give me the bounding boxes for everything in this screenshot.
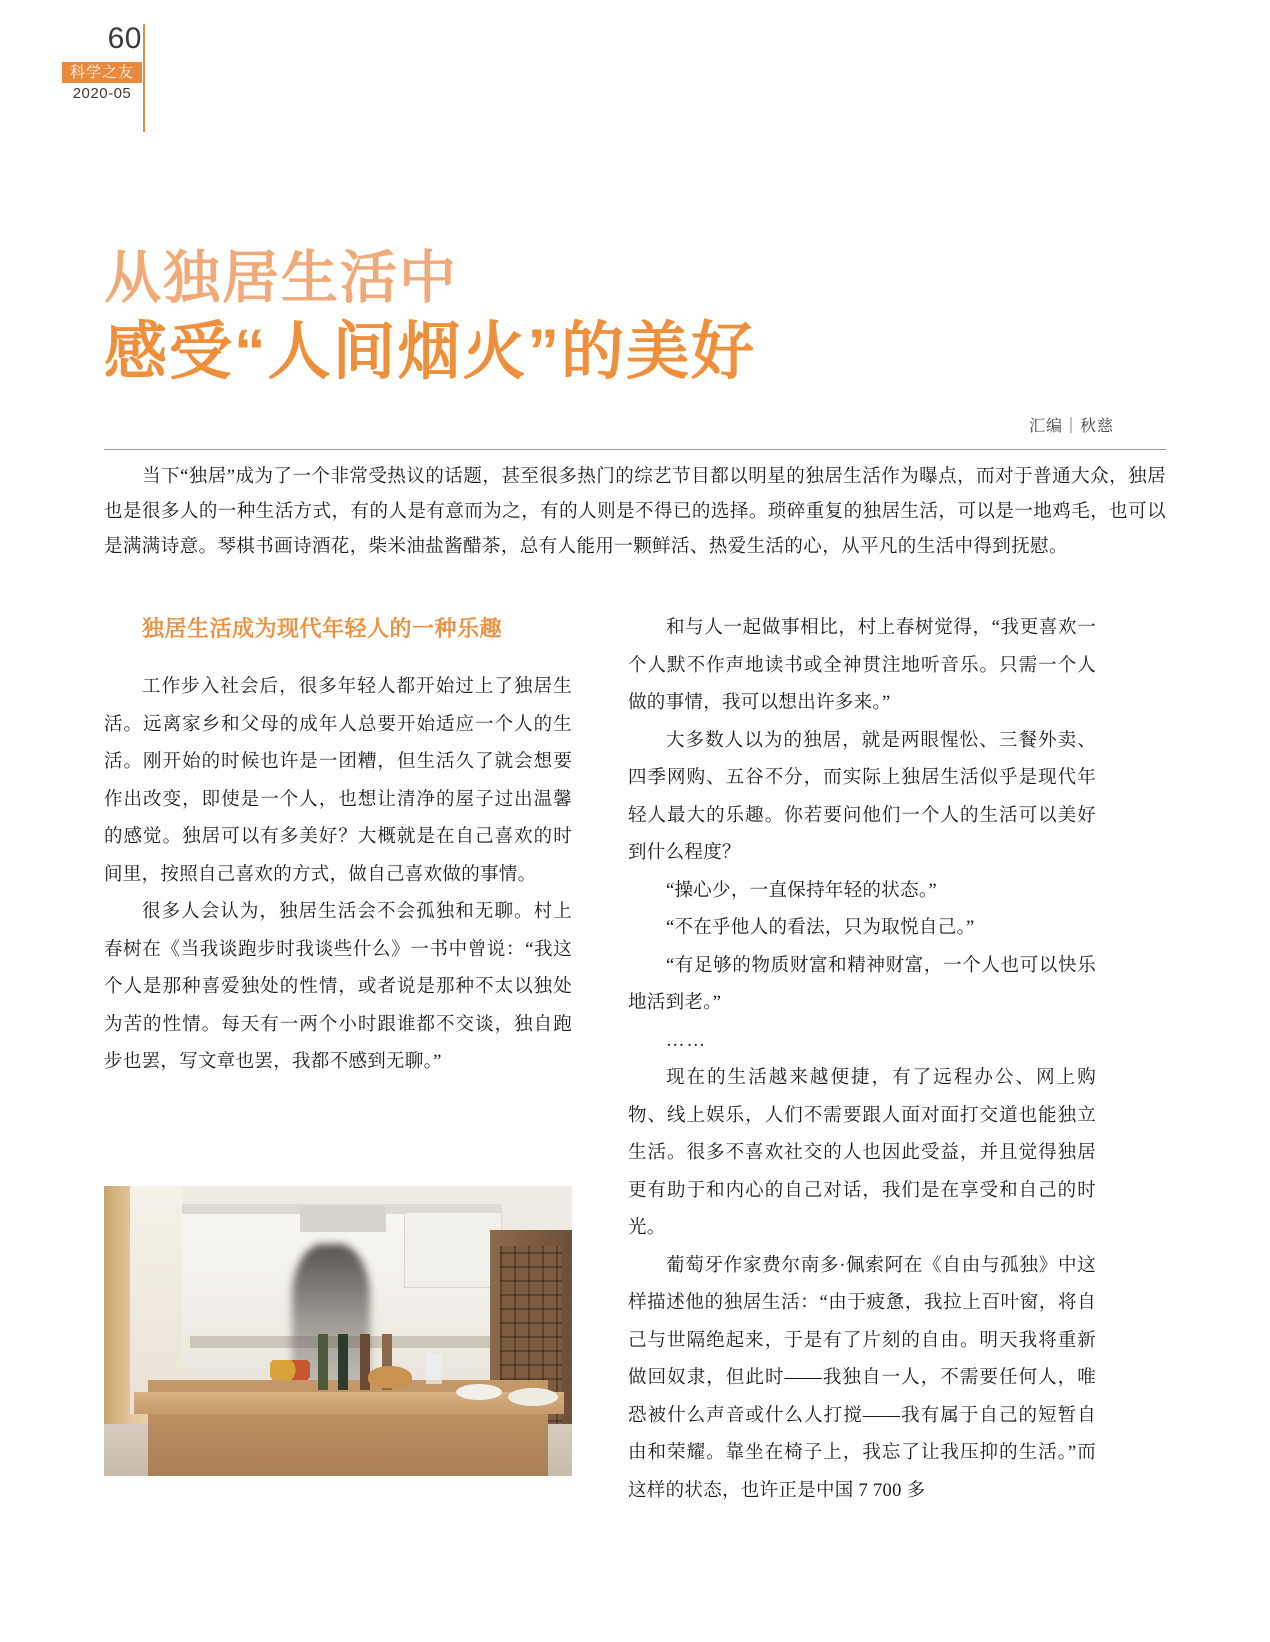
photo-plate xyxy=(508,1388,558,1406)
photo-upper-cabinet xyxy=(404,1212,502,1288)
page-number: 60 xyxy=(107,22,142,55)
issue-date: 2020-05 xyxy=(72,85,132,102)
article-title-block xyxy=(104,245,1114,435)
ellipsis-line: …… xyxy=(666,1030,707,1051)
photo-plate xyxy=(456,1384,502,1400)
photo-fruit xyxy=(270,1360,310,1380)
photo-range-hood xyxy=(300,1206,386,1232)
quote-line: “有足够的物质财富和精神财富，一个人也可以快乐地活到老。” xyxy=(628,955,1096,1013)
page-folio xyxy=(62,24,152,102)
paragraph: 和与人一起做事相比，村上春树觉得，“我更喜欢一个人默不作声地读书或全神贯注地听音乐。只需一个人做的事情，我可以想出许多来。” xyxy=(628,618,1096,713)
paragraph: 很多人会认为，独居生活会不会孤独和无聊。村上春树在《当我谈跑步时我谈些什么》一书中曾说：“我这个人是那种喜爱独处的性情，或者说是那种不太以独处为苦的性情。每天有一两个小时跟谁都不交谈，独自跑步也罢，写文章也罢，我都不感到无聊。” xyxy=(104,902,572,1072)
article-lede xyxy=(104,460,1166,565)
paragraph: 现在的生活越来越便捷，有了远程办公、网上购物、线上娱乐，人们不需要跟人面对面打交道也能独立生活。很多不喜欢社交的人也因此受益，并且觉得独居更有助于和内心的自己对话，我们是在享受和自己的时光。 xyxy=(628,1068,1096,1238)
left-column xyxy=(104,610,572,1082)
photo-bread xyxy=(368,1366,412,1388)
folio-divider xyxy=(143,24,145,132)
photo-glass xyxy=(426,1354,442,1384)
quote-line: “操心少，一直保持年轻的状态。” xyxy=(666,880,937,901)
page-title-line-2: 感受“人间烟火”的美好 xyxy=(104,317,756,387)
paragraph: 工作步入社会后，很多年轻人都开始过上了独居生活。远离家乡和父母的成年人总要开始适应一个人的生活。刚开始的时候也许是一团糟，但生活久了就会想要作出改变，即使是一个人，也想让清净的屋子过出温馨的感觉。独居可以有多美好？大概就是在自己喜欢的时间里，按照自己喜欢的方式，做自己喜欢做的事情。 xyxy=(104,677,572,885)
paragraph: 大多数人以为的独居，就是两眼惺忪、三餐外卖、四季网购、五谷不分，而实际上独居生活似乎是现代年轻人最大的乐趣。你若要问他们一个人的生活可以美好到什么程度？ xyxy=(628,730,1096,863)
quote-line: “不在乎他人的看法，只为取悦自己。” xyxy=(666,918,975,938)
paragraph: 葡萄牙作家费尔南多·佩索阿在《自由与孤独》中这样描述他的独居生活：“由于疲惫，我拉上百叶窗，将自己与世隔绝起来，于是有了片刻的自由。明天我将重新做回奴隶，但此时——我独自一人，不需要任何人，唯恐被什么声音或什么人打搅——我有属于自己的短暂自由和荣耀。靠坐在椅子上，我忘了让我压抑的生活。”而这样的状态，也许正是中国 7 700 多 xyxy=(628,1255,1096,1501)
lede-divider xyxy=(104,449,1166,450)
article-photo xyxy=(104,1186,572,1476)
lede-text: 当下“独居”成为了一个非常受热议的话题，甚至很多热门的综艺节目都以明星的独居生活作为曝点，而对于普通大众，独居也是很多人的一种生活方式，有的人是有意而为之，有的人则是不得已的选择。琐碎重复的独居生活，可以是一地鸡毛，也可以是满满诗意。琴棋书画诗酒花，柴米油盐酱醋茶，总有人能用一颗鲜活、热爱生活的心，从平凡的生活中得到抚慰。 xyxy=(104,467,1166,557)
right-column xyxy=(628,610,1096,1510)
byline: 汇编｜秋慈 xyxy=(1028,418,1114,435)
section-subhead: 独居生活成为现代年轻人的一种乐趣 xyxy=(142,616,503,641)
magazine-badge: 科学之友 xyxy=(62,62,142,83)
page-title-line-1: 从独居生活中 xyxy=(104,246,458,310)
